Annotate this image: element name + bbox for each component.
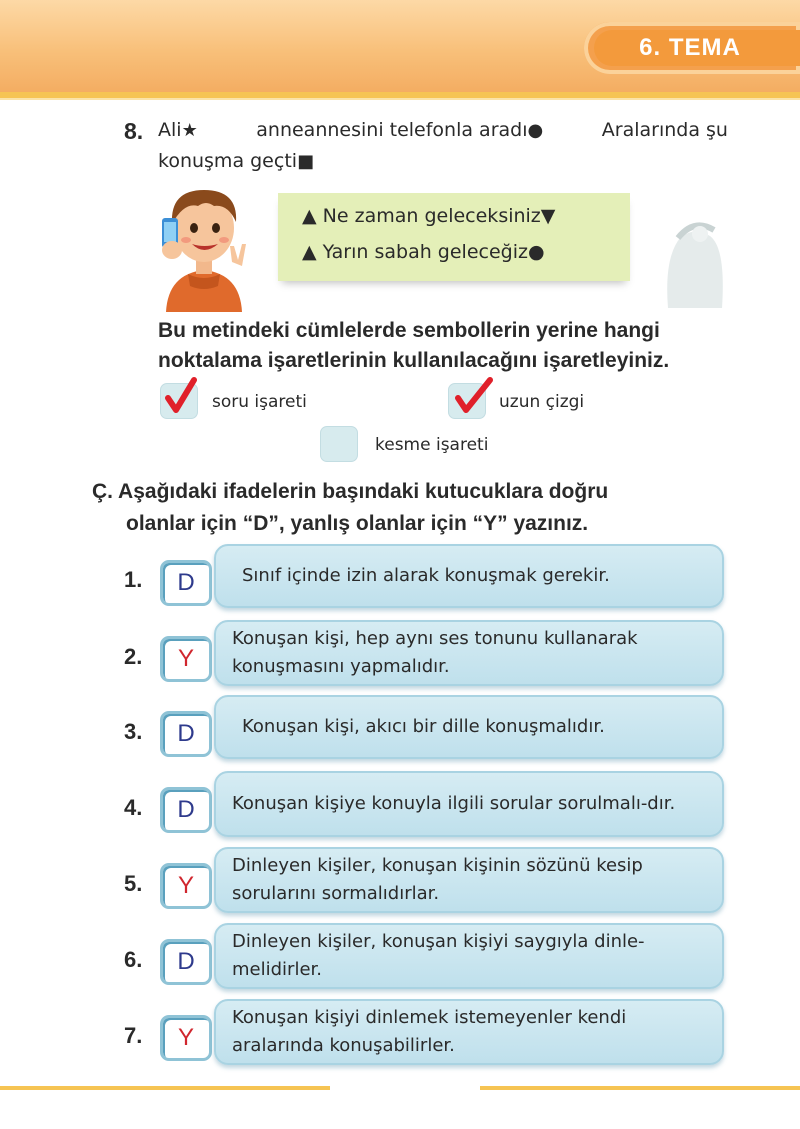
option-label-kesme-isareti: kesme işareti [375, 435, 489, 455]
circle-symbol-icon: ● [527, 120, 544, 141]
star-symbol-icon: ★ [181, 120, 198, 141]
item-7-statement: Konuşan kişiyi dinlemek istemeyenler kendi aralarında konuşabilirler. [214, 999, 724, 1065]
item-1-statement: Sınıf içinde izin alarak konuşmak gerekir. [214, 544, 724, 608]
triangle-up-icon: ▲ [302, 205, 317, 227]
boy-on-phone-illustration [158, 182, 250, 312]
item-2-answer-box[interactable]: Y [160, 636, 212, 682]
q8-word-ali: Ali [158, 119, 182, 141]
item-1-number: 1. [124, 567, 143, 592]
question-8-text [158, 115, 728, 177]
item-4-statement: Konuşan kişiye konuyla ilgili sorular sorulmalı-dır. [214, 771, 724, 837]
q8-fragment-3: konuşma geçti [158, 150, 298, 172]
question-c-line-2: olanlar için “D”, yanlış olanlar için “Y” yazınız. [126, 512, 589, 535]
dialog-note [278, 193, 630, 281]
q8-fragment-2: Aralarında şu [601, 119, 728, 141]
item-2-statement: Konuşan kişi, hep aynı ses tonunu kullanarak konuşmasını yapmalıdır. [214, 620, 724, 686]
q8-fragment-1: anneannesini telefonla aradı [256, 119, 528, 141]
dialog-line-1 [302, 205, 555, 227]
dialog-line-2-text: Yarın sabah geleceğiz [316, 241, 528, 263]
item-3-statement: Konuşan kişi, akıcı bir dille konuşmalıdır. [214, 695, 724, 759]
item-6-number: 6. [124, 947, 143, 972]
item-4-answer-box[interactable]: D [160, 787, 212, 833]
item-5-answer-box[interactable]: Y [160, 863, 212, 909]
triangle-up-icon: ▲ [302, 241, 317, 263]
dialog-line-1-text: Ne zaman geleceksiniz [316, 205, 541, 227]
item-6-answer-box[interactable]: D [160, 939, 212, 985]
question-c-line-1: Ç. Aşağıdaki ifadelerin başındaki kutucuklara doğru [92, 480, 609, 503]
item-5-number: 5. [124, 871, 143, 896]
item-3-number: 3. [124, 719, 143, 744]
option-label-uzun-cizgi: uzun çizgi [499, 392, 585, 412]
tema-badge [584, 22, 800, 74]
question-8-line-1 [158, 115, 728, 146]
checkbox-kesme-isareti[interactable] [320, 426, 358, 462]
triangle-down-icon: ▼ [540, 205, 556, 227]
item-1-answer-box[interactable]: D [160, 560, 212, 606]
square-symbol-icon: ■ [297, 151, 315, 172]
item-3-answer-box[interactable]: D [160, 711, 212, 757]
option-label-soru-isareti: soru işareti [212, 392, 307, 412]
item-6-statement: Dinleyen kişiler, konuşan kişiyi saygıyla dinle-melidirler. [214, 923, 724, 989]
item-7-number: 7. [124, 1023, 143, 1048]
item-2-number: 2. [124, 644, 143, 669]
question-c-instruction [92, 476, 732, 540]
item-4-number: 4. [124, 795, 143, 820]
footer-divider-right [480, 1086, 800, 1090]
tema-label: 6. TEMA [594, 30, 800, 66]
header-divider-light [0, 98, 800, 100]
question-8-instruction: Bu metindeki cümlelerde sembollerin yerine hangi noktalama işaretlerinin kullanılacağını işaretleyiniz. [158, 319, 670, 372]
check-mark-icon [452, 376, 496, 416]
question-8-line-2 [158, 146, 728, 177]
footer-divider-left [0, 1086, 330, 1090]
check-mark-icon [162, 376, 198, 416]
circle-symbol-icon: ● [527, 241, 545, 263]
question-8-number: 8. [124, 118, 144, 144]
grandmother-illustration [660, 208, 730, 308]
item-5-statement: Dinleyen kişiler, konuşan kişinin sözünü kesip sorularını sormalıdırlar. [214, 847, 724, 913]
item-7-answer-box[interactable]: Y [160, 1015, 212, 1061]
dialog-line-2 [302, 241, 545, 263]
